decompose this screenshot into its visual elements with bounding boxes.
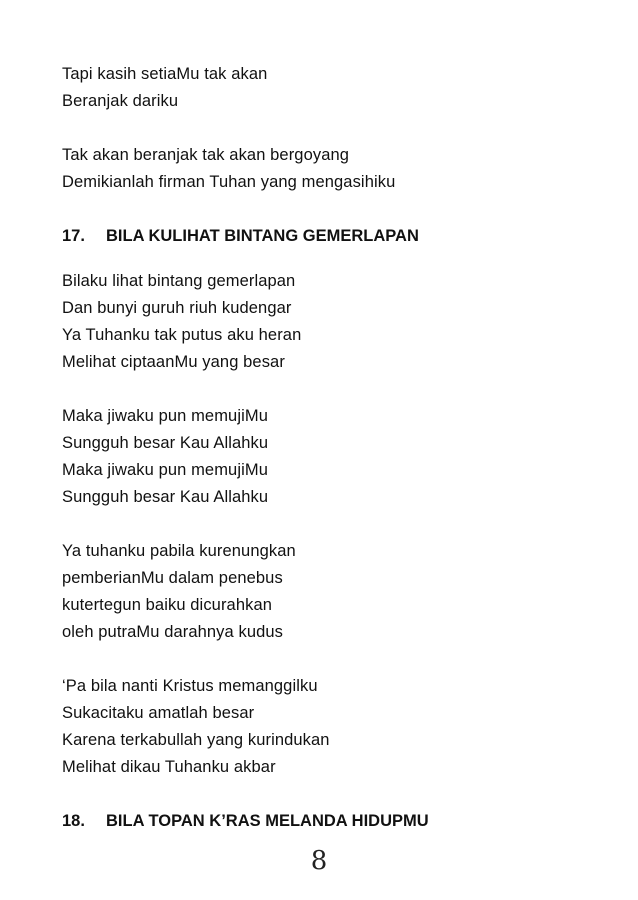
lyric-line: Melihat dikau Tuhanku akbar (62, 758, 276, 776)
song-heading (62, 811, 429, 831)
page-number: 8 (310, 846, 328, 876)
lyric-line: Sungguh besar Kau Allahku (62, 434, 269, 452)
lyric-line: ‘Pa bila nanti Kristus memanggilku (62, 677, 318, 695)
lyric-line: Sungguh besar Kau Allahku (62, 488, 269, 506)
lyric-line: Sukacitaku amatlah besar (62, 704, 255, 722)
lyric-line: Demikianlah firman Tuhan yang mengasihiku (62, 173, 396, 191)
lyric-line: Ya Tuhanku tak putus aku heran (62, 326, 302, 344)
lyric-line: Tapi kasih setiaMu tak akan (62, 65, 268, 83)
lyric-line: Maka jiwaku pun memujiMu (62, 461, 268, 479)
lyric-line: Karena terkabullah yang kurindukan (62, 731, 330, 749)
song-title: BILA TOPAN K’RAS MELANDA HIDUPMU (106, 812, 429, 830)
lyric-line: oleh putraMu darahnya kudus (62, 623, 284, 641)
song-title: BILA KULIHAT BINTANG GEMERLAPAN (106, 227, 419, 245)
lyric-line: Ya tuhanku pabila kurenungkan (62, 542, 296, 560)
lyric-line: Dan bunyi guruh riuh kudengar (62, 299, 292, 317)
song-number: 18. (62, 812, 85, 830)
lyric-line: Tak akan beranjak tak akan bergoyang (62, 146, 350, 164)
lyric-line: pemberianMu dalam penebus (62, 569, 283, 587)
lyric-line: Beranjak dariku (62, 92, 179, 110)
lyric-line: kutertegun baiku dicurahkan (62, 596, 273, 614)
song-heading (62, 226, 419, 246)
lyric-line: Maka jiwaku pun memujiMu (62, 407, 268, 425)
song-number: 17. (62, 227, 85, 245)
lyric-line: Bilaku lihat bintang gemerlapan (62, 272, 296, 290)
lyric-line: Melihat ciptaanMu yang besar (62, 353, 285, 371)
